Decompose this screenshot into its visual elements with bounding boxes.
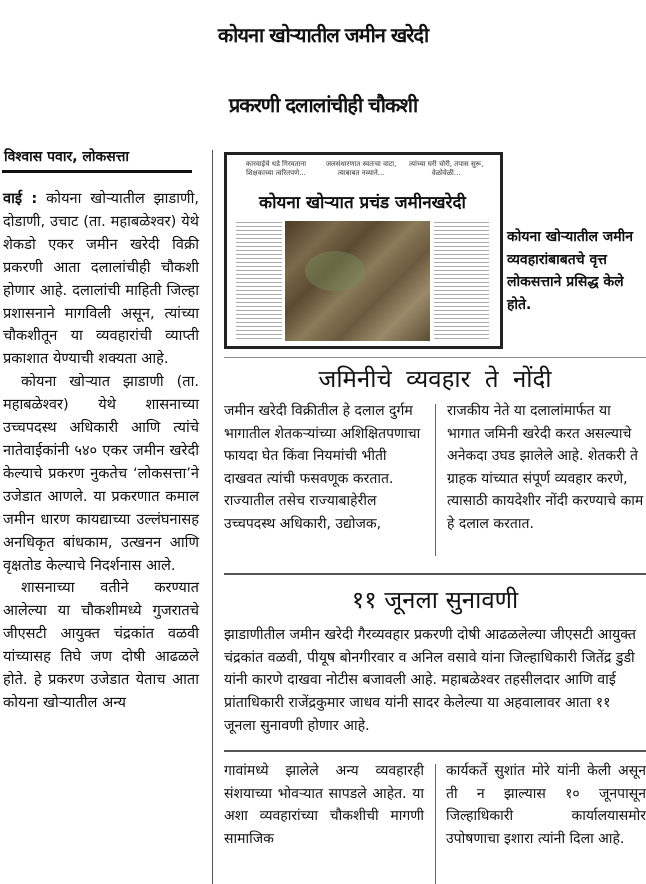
section-2-title: ११ जूनला सुनावणी <box>351 586 519 614</box>
main-article-column <box>3 188 199 884</box>
section-1-right-text: राजकीय नेते या दलालांमार्फत या भागात जमिनी खरेदी करत असल्याचे अनेकदा उघड झालेले आहे. शेतकरी ते ग्राहक यांच्यात संपूर्ण व्यवहार करणे, त्यासाठी कायदेशीर नोंदी करण्याचे काम हे दलाल करतात. <box>447 403 644 532</box>
clipping-text-block-right <box>434 222 489 340</box>
clipping-top-item-1: कारवाईचे धडे गिरवताना शिक्षकाच्या त्वरितपणे... <box>245 160 307 177</box>
clipping-text-block-left <box>236 222 282 340</box>
dateline: वाई : <box>3 190 38 207</box>
headline-line-1: कोयना खोऱ्यातील जमीन खरेदी <box>217 23 429 47</box>
section-1-title: जमिनीचे व्यवहार ते नोंदी <box>318 365 552 393</box>
clipping-headline: कोयना खोऱ्यात प्रचंड जमीनखरेदी <box>259 193 466 213</box>
article-paragraph-3: शासनाच्या वतीने करण्यात आलेल्या या चौकशीमध्ये गुजरातचे जीएसटी आयुक्त चंद्रकांत वळवी यांच्यासह तिघे जण दोषी आढळले होते. हे प्रकरण उजेडात येताच आता कोयना खोऱ्यातील अन्य <box>3 579 199 711</box>
section-2-body: झाडाणीतील जमीन खरेदी गैरव्यवहार प्रकरणी दोषी आढळलेल्या जीएसटी आयुक्त चंद्रकांत वळवी, पीयूष बोनगीरवार व अनिल वसावे यांना जिल्हाधिकारी जितेंद्र डुडी यांनी कारणे दाखवा नोटीस बजावली आहे. महाबळेश्वर तहसीलदार आणि वाई प्रांताधिकारी राजेंद्रकुमार जाधव यांनी सादर केलेल्या या अहवालावर आता ११ जूनला सुनावणी होणार आहे. <box>224 627 636 734</box>
section-1-left-text: जमीन खरेदी विक्रीतील हे दलाल दुर्गम भागातील शेतकऱ्यांच्या अशिक्षितपणाचा फायदा घेत किंवा नियमांची भीती दाखवत त्यांची फसवणूक करतात. राज्यातील तसेच राज्याबाहेरील उच्चपदस्थ अधिकारी, उद्योजक, <box>224 403 421 532</box>
article-paragraph-1 <box>3 188 199 371</box>
section-rule-3 <box>224 750 646 752</box>
clipping-top-item-2: जलसंधारणात स्वतःचा वाटा, त्याबाबत नव्याने... <box>325 160 397 177</box>
section-rule-2 <box>224 573 646 575</box>
byline: विश्वास पवार, लोकसत्ता <box>4 149 130 165</box>
clipping-top-strip <box>236 160 489 184</box>
column-divider <box>212 150 213 884</box>
bottom-right-text: कार्यकर्ते सुशांत मोरे यांनी केली असून ती न झाल्यास १० जूनपासून जिल्हाधिकारी कार्यालयासमोर उपोषणाचा इशारा त्यांनी दिला आहे. <box>446 763 646 847</box>
headline <box>0 0 646 142</box>
bottom-divider <box>435 764 436 884</box>
photo-caption: कोयना खोऱ्यातील जमीन व्यवहारांबाबतचे वृत्त लोकसत्ताने प्रसिद्ध केले होते. <box>507 229 634 313</box>
bottom-left-text: गावांमध्ये झालेले अन्य व्यवहारही संशयाच्या भोवऱ्यात सापडले आहेत. या अशा व्यवहारांच्या चौकशीची मागणी सामाजिक <box>224 763 424 847</box>
section-1-divider <box>435 404 436 556</box>
clipping-landscape-photo <box>285 221 430 341</box>
byline-rule <box>2 170 192 173</box>
clipping-top-item-3: त्यांच्या घरी चोरी, तपास सुरू, वेळोवेळी... <box>409 160 484 177</box>
section-rule-1 <box>224 357 646 358</box>
headline-line-2: प्रकरणी दलालांचीही चौकशी <box>228 93 418 117</box>
article-paragraph-2: कोयना खोऱ्यात झाडाणी (ता. महाबळेश्वर) येथे शासनाच्या उच्चपदस्थ अधिकारी आणि त्यांचे नातेवाईकांनी ५४० एकर जमीन खरेदी केल्याचे प्रकरण नुकतेच ‘लोकसत्ता’ने उजेडात आणले. या प्रकरणात कमाल जमीन धारण कायद्याच्या उल्लंघनासह अनधिकृत बांधकाम, उत्खनन आणि वृक्षतोड केल्याचे निदर्शनास आले. <box>3 373 199 574</box>
article-text-1: कोयना खोऱ्यातील झाडाणी, दोडाणी, उचाट (ता. महाबळेश्वर) येथे शेकडो एकर जमीन खरेदी विक्री प्रकरणी आता दलालांचीही चौकशी होणार आहे. दलालांची माहिती जिल्हा प्रशासनाने मागविली असून, त्यांच्या चौकशीतून या व्यवहारांची व्याप्ती प्रकाशात येण्याची शक्यता आहे. <box>3 190 199 368</box>
